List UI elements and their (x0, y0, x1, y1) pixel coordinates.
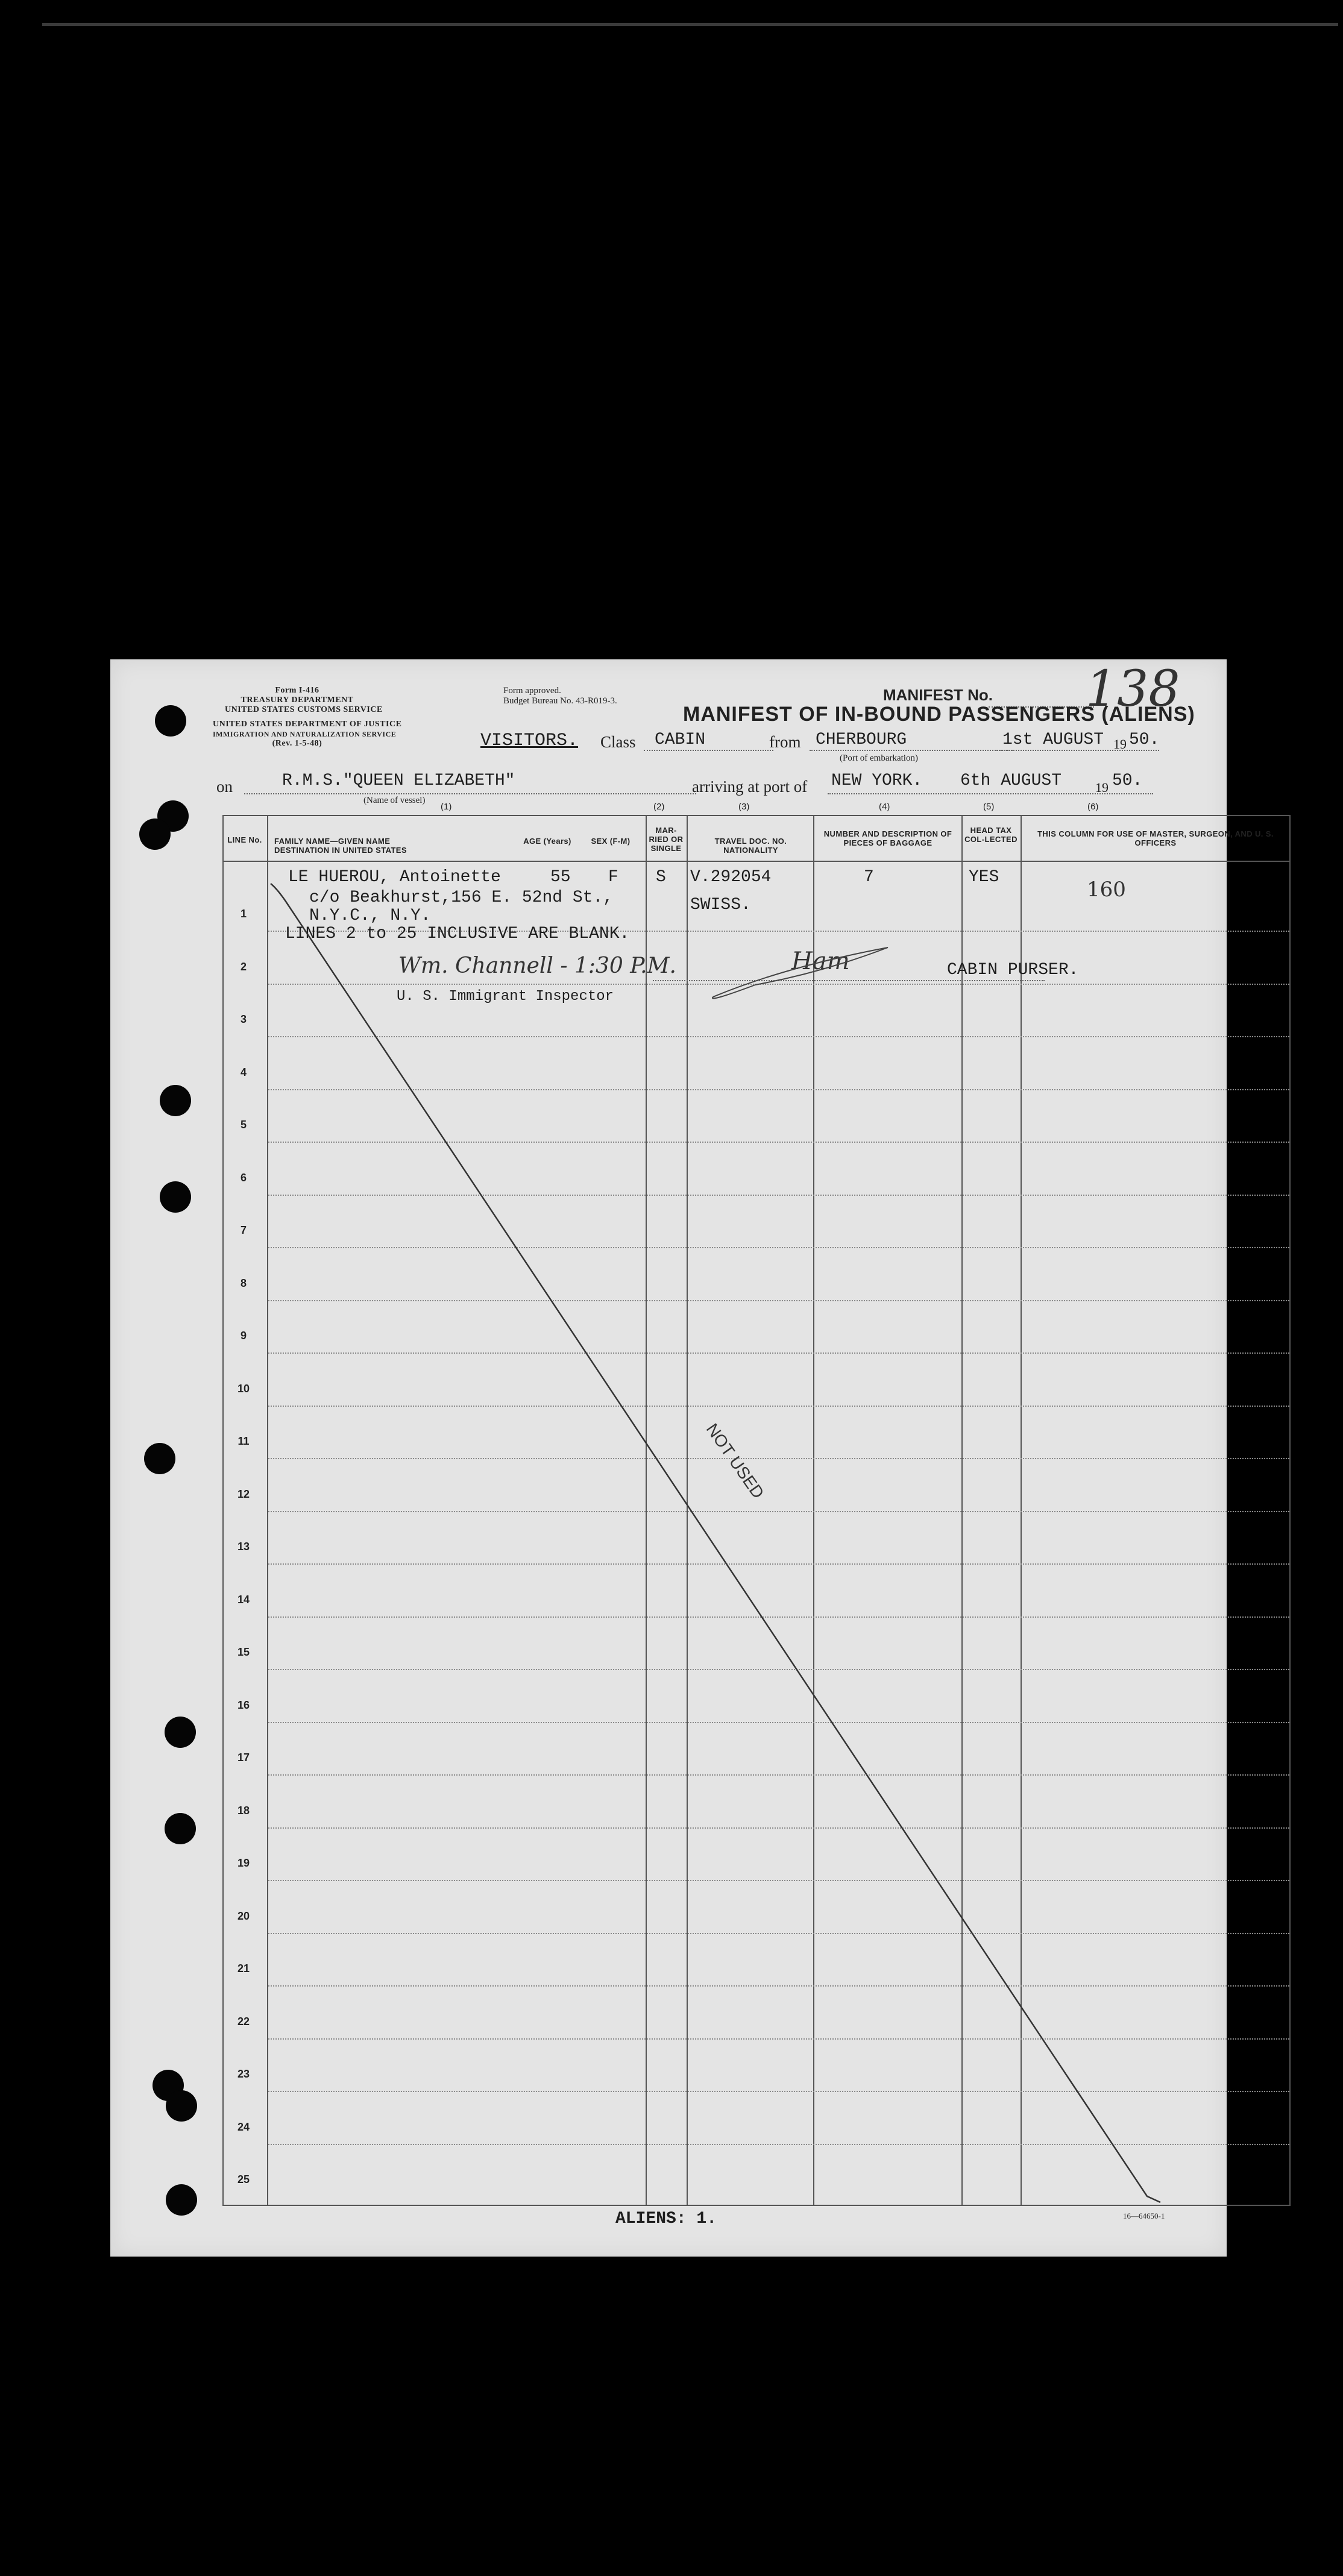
col-head-baggage: NUMBER AND DESCRIPTION OF PIECES OF BAGGAGE (823, 829, 952, 847)
line-number: 25 (237, 2173, 250, 2185)
from-label: from (769, 733, 801, 751)
line-number: 4 (240, 1066, 247, 1078)
departure-year: 50. (1129, 730, 1160, 749)
baggage-count: 7 (864, 868, 874, 887)
departure-date: 1st AUGUST (1002, 730, 1104, 749)
vessel-name: R.M.S."QUEEN ELIZABETH" (282, 771, 515, 790)
arrival-date: 6th AUGUST (960, 771, 1062, 790)
aliens-total: ALIENS: 1. (615, 2210, 717, 2228)
manifest-sheet (110, 659, 1274, 2257)
line-number: 8 (240, 1277, 247, 1289)
arrival-year-prefix: 19 (1095, 780, 1109, 795)
arrival-port: NEW YORK. (831, 771, 923, 790)
class-label: Class (600, 733, 636, 751)
customs-service: UNITED STATES CUSTOMS SERVICE (225, 705, 383, 714)
inspector-title: U. S. Immigrant Inspector (397, 988, 614, 1005)
line-number: 23 (237, 2068, 250, 2080)
line-number: 22 (237, 2015, 250, 2028)
col-num-3: (3) (738, 802, 750, 812)
col-head-official: THIS COLUMN FOR USE OF MASTER, SURGEON, AND U. S. OFFICERS (1037, 829, 1274, 847)
blank-lines-note: LINES 2 to 25 INCLUSIVE ARE BLANK. (285, 925, 630, 943)
col-num-4: (4) (879, 802, 890, 812)
passenger-marital: S (656, 868, 666, 887)
col-head-line: LINE No. (227, 835, 262, 844)
line-number: 6 (240, 1171, 247, 1184)
col-head-family-name: FAMILY NAME—GIVEN NAME (274, 837, 391, 846)
ins-service: IMMIGRATION AND NATURALIZATION SERVICE (213, 730, 397, 738)
travel-doc-no: V.292054 (690, 868, 772, 887)
budget-bureau: Budget Bureau No. 43-R019-3. (503, 696, 617, 706)
arrival-year: 50. (1112, 771, 1143, 790)
class-value: CABIN (655, 730, 706, 749)
official-number: 160 (1087, 878, 1126, 902)
line-number: 17 (237, 1751, 250, 1764)
line-number: 2 (240, 960, 247, 973)
line-number: 10 (237, 1382, 250, 1395)
col-num-1: (1) (441, 802, 452, 812)
col-head-age: AGE (Years) (523, 837, 571, 846)
line-number: 14 (237, 1593, 250, 1606)
port-embark-note: (Port of embarkation) (840, 753, 918, 763)
manifest-no-label: MANIFEST No. (883, 686, 993, 704)
embark-port: CHERBOURG (816, 730, 907, 749)
line-number: 5 (240, 1119, 247, 1131)
manifest-title: MANIFEST OF IN-BOUND PASSENGERS (ALIENS) (683, 703, 1195, 726)
line-number: 9 (240, 1330, 247, 1342)
col-head-travel: TRAVEL DOC. NO. NATIONALITY (714, 837, 787, 855)
line-number: 24 (237, 2120, 250, 2133)
footer-code: 16—64650-1 (1123, 2211, 1165, 2220)
manifest-number: 138 (1086, 661, 1180, 718)
address-line-2: N.Y.C., N.Y. (309, 906, 431, 925)
visitors-label: VISITORS. (480, 730, 579, 751)
col-head-sex: SEX (F-M) (591, 837, 631, 846)
passenger-sex: F (608, 868, 618, 887)
line-number: 13 (237, 1541, 250, 1553)
col-num-5: (5) (983, 802, 995, 812)
treasury-dept: TREASURY DEPARTMENT (241, 696, 354, 705)
col-num-6: (6) (1087, 802, 1099, 812)
head-tax: YES (969, 868, 999, 887)
form-approved: Form approved. (503, 686, 561, 696)
line-number: 12 (237, 1487, 250, 1500)
revision-date: (Rev. 1-5-48) (272, 739, 322, 748)
line-number: 11 (237, 1435, 250, 1447)
vessel-note: (Name of vessel) (363, 796, 426, 805)
address-line-1: c/o Beakhurst,156 E. 52nd St., (309, 888, 614, 907)
purser-title: CABIN PURSER. (947, 961, 1079, 979)
nationality: SWISS. (690, 896, 751, 914)
col-head-headtax: HEAD TAX COL-LECTED (964, 826, 1017, 844)
not-used-stamp: NOT USED (702, 1420, 768, 1502)
line-number: 16 (237, 1698, 250, 1711)
depart-year-prefix: 19 (1113, 737, 1127, 752)
line-number: 20 (237, 1909, 250, 1922)
line-number: 3 (240, 1013, 247, 1025)
purser-signature: Ham (791, 947, 850, 975)
line-number: 18 (237, 1804, 250, 1817)
line-number: 1 (240, 908, 247, 920)
line-number: 15 (237, 1646, 250, 1658)
line-number: 19 (237, 1857, 250, 1869)
arriving-label: arriving at port of (692, 778, 808, 796)
col-num-2: (2) (653, 802, 665, 812)
line-number: 21 (237, 1962, 250, 1974)
inspector-signature: Wm. Channell - 1:30 P.M. (398, 953, 676, 978)
line-number: 7 (240, 1224, 247, 1236)
passenger-name: LE HUEROU, Antoinette (288, 868, 501, 887)
col-head-married: MAR-RIED OR SINGLE (649, 826, 684, 853)
form-number: Form I-416 (275, 686, 319, 695)
passenger-age: 55 (550, 868, 571, 887)
justice-dept: UNITED STATES DEPARTMENT OF JUSTICE (213, 720, 402, 729)
on-label: on (216, 778, 233, 796)
film-edge-line (42, 23, 1338, 26)
col-head-destination: DESTINATION IN UNITED STATES (274, 846, 407, 855)
cancellation-line (110, 659, 1227, 2257)
